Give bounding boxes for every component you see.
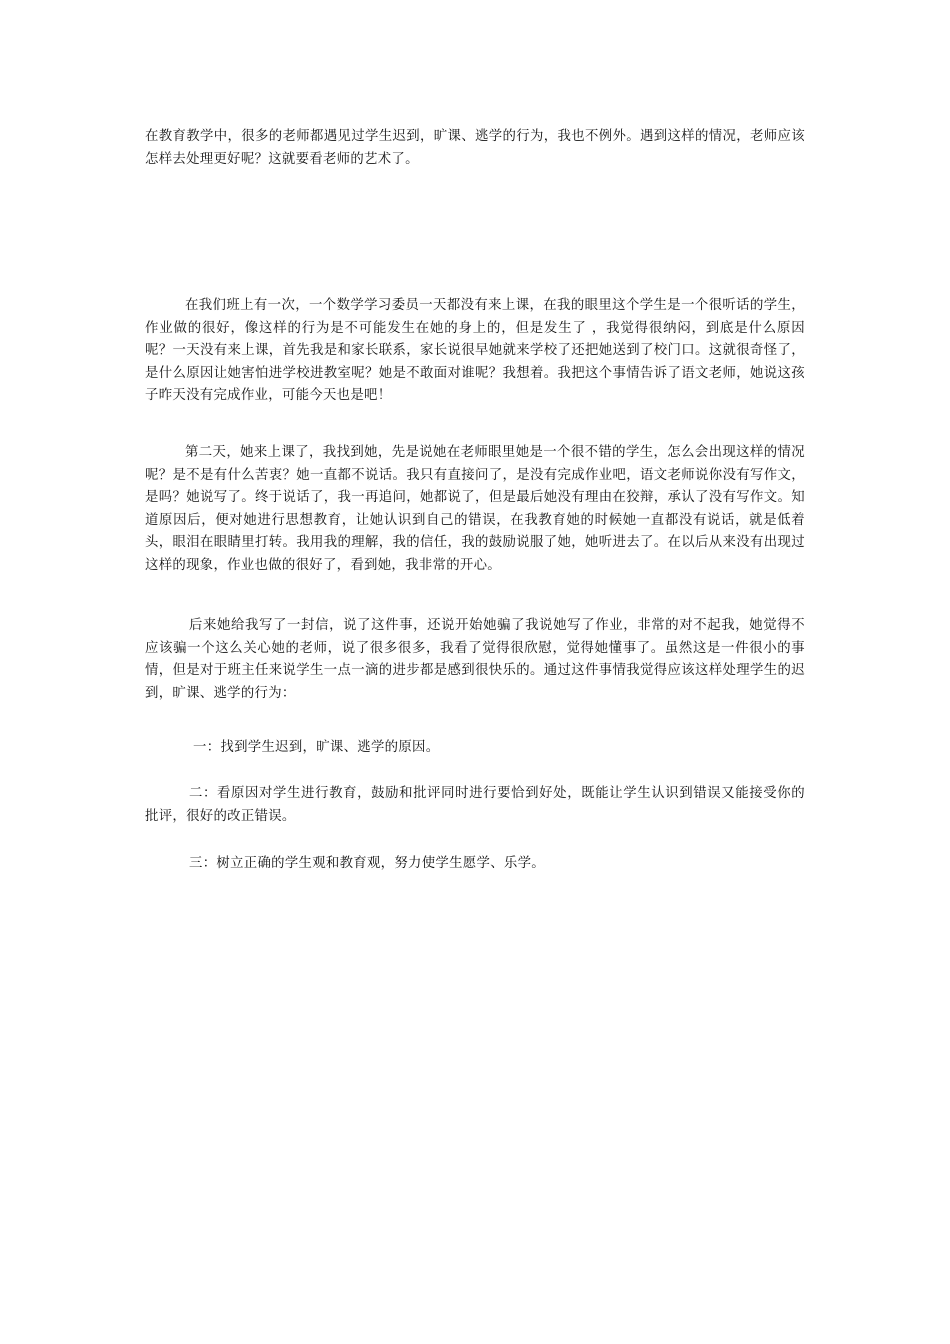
list-item-1: 一：找到学生迟到，旷课、逃学的原因。 xyxy=(193,740,440,755)
story-paragraph-2: 第二天，她来上课了，我找到她，先是说她在老师眼里她是一个很不错的学生，怎么会出现这样的情况呢？是不是有什么苦衷？她一直都不说话。我只有直接问了，是没有完成作业吧，语文老师说你没有写作文，是吗？她说写了。终于说话了，我一再追问，她都说了，但是最后她没有理由在狡辩，承认了没有写作文。知道原因后，便对她进行思想教育，让她认识到自己的错误，在我教育她的时候她一直都没有说话，就是低着头，眼泪在眼睛里打转。我用我的理解，我的信任，我的鼓励说服了她，她听进去了。在以后从来没有出现过这样的现象，作业也做的很好了，看到她，我非常的开心。 xyxy=(145,445,805,573)
story-paragraph-1: 在我们班上有一次，一个数学学习委员一天都没有来上课，在我的眼里这个学生是一个很听话的学生，作业做的很好，像这样的行为是不可能发生在她的身上的，但是发生了 ，我觉得很纳闷，到底是什么原因呢？一天没有来上课，首先我是和家长联系，家长说很早她就来学校了还把她送到了校门口。这就很奇怪了，是什么原因让她害怕进学校进教室呢？她是不敢面对谁呢？我想着。我把这个事情告诉了语文老师，她说这孩子昨天没有完成作业，可能今天也是吧！ xyxy=(145,298,805,403)
intro-paragraph: 在教育教学中，很多的老师都遇见过学生迟到，旷课、逃学的行为，我也不例外。遇到这样的情况，老师应该怎样去处理更好呢？这就要看老师的艺术了。 xyxy=(145,129,805,167)
story-paragraph-3: 后来她给我写了一封信，说了这件事，还说开始她骗了我说她写了作业，非常的对不起我，她觉得不应该骗一个这么关心她的老师，说了很多很多，我看了觉得很欣慰，觉得她懂事了。虽然这是一件很小的事情，但是对于班主任来说学生一点一滴的进步都是感到很快乐的。通过这件事情我觉得应该这样处理学生的迟到，旷课、逃学的行为： xyxy=(145,618,805,701)
list-item-3: 三：树立正确的学生观和教育观，努力使学生愿学、乐学。 xyxy=(189,856,545,871)
list-item-2: 二：看原因对学生进行教育，鼓励和批评同时进行要恰到好处，既能让学生认识到错误又能接受你的批评，很好的改正错误。 xyxy=(145,786,805,824)
